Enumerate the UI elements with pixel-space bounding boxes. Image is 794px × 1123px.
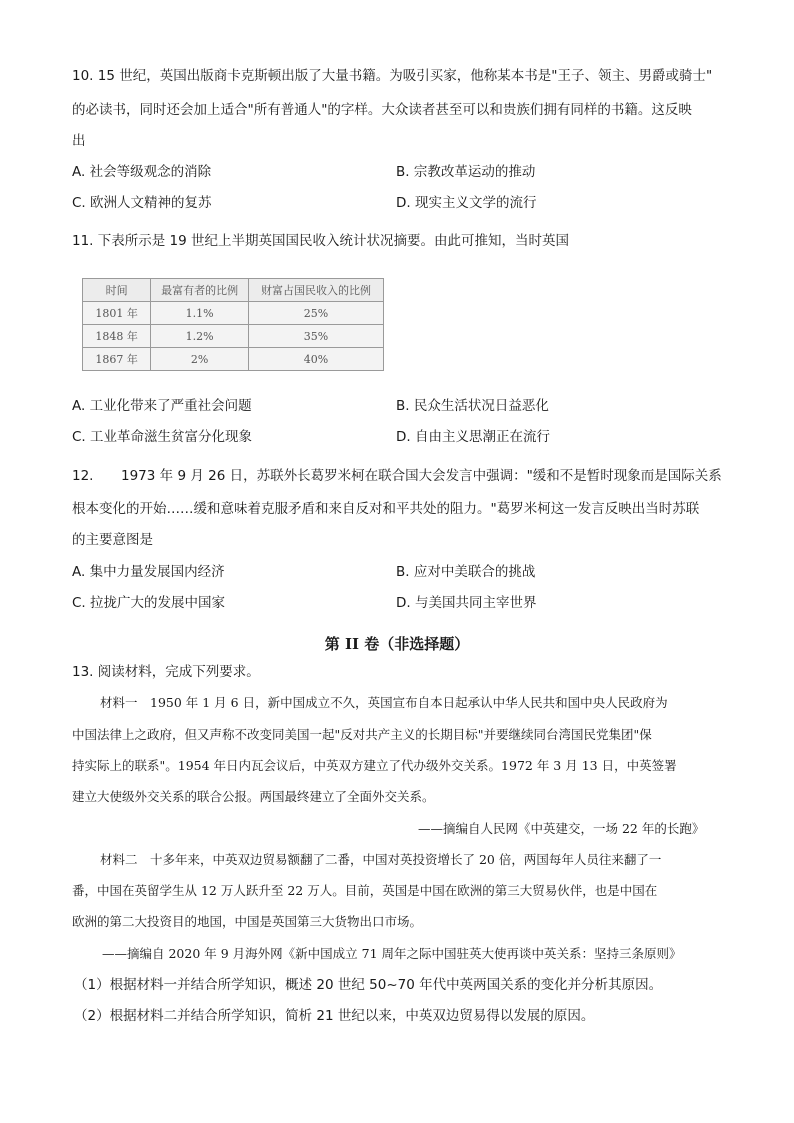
table-cell: 40% [249, 348, 384, 371]
q13-material-1-line-2: 中国法律上之政府，但又声称不改变同美国一起"反对共产主义的长期目标"并要继续同台湾国民党集团"保 [72, 727, 652, 742]
q10-option-d: D. 现实主义文学的流行 [396, 195, 537, 211]
table-cell: 1.2% [151, 325, 249, 348]
q13-material-2-line-2: 番，中国在英留学生从 12 万人跃升至 22 万人。目前，英国是中国在欧洲的第三大贸易伙伴，也是中国在 [72, 883, 658, 898]
q10-stem-line-2: 的必读书，同时还会加上适合"所有普通人"的字样。大众读者甚至可以和贵族们拥有同样的书籍。这反映 [72, 102, 692, 118]
q13-material-1-line-4: 建立大使级外交关系的联合公报。两国最终建立了全面外交关系。 [72, 789, 435, 804]
q11-option-d: D. 自由主义思潮正在流行 [396, 429, 550, 445]
table-cell: 2% [151, 348, 249, 371]
table-row [83, 325, 384, 348]
table-cell: 25% [249, 302, 384, 325]
table-cell: 35% [249, 325, 384, 348]
q13-material-1-line-3: 持实际上的联系"。1954 年日内瓦会议后，中英双方建立了代办级外交关系。1972 年 3 月 13 日，中英签署 [72, 758, 677, 773]
q13-material-1-line-1: 材料一 1950 年 1 月 6 日，新中国成立不久，英国宣布自本日起承认中华人民共和国中央人民政府为 [100, 695, 668, 710]
q13-source-2: ——摘编自 2020 年 9 月海外网《新中国成立 71 周年之际中国驻英大使再谈中英关系：坚持三条原则》 [102, 946, 682, 961]
table-header-cell: 最富有者的比例 [151, 279, 249, 302]
q11-option-b: B. 民众生活状况日益恶化 [396, 398, 549, 414]
q13-material-2-line-3: 欧洲的第二大投资目的地国，中国是英国第三大货物出口市场。 [72, 914, 423, 929]
income-statistics-table [82, 278, 384, 371]
table-cell: 1867 年 [83, 348, 151, 371]
q11-stem: 11. 下表所示是 19 世纪上半期英国国民收入统计状况摘要。由此可推知，当时英国 [72, 233, 570, 249]
table-cell: 1848 年 [83, 325, 151, 348]
q12-number: 12. [72, 468, 94, 484]
q13-source-1: ——摘编自人民网《中英建交，一场 22 年的长跑》 [418, 821, 705, 836]
q10-option-c: C. 欧洲人文精神的复苏 [72, 195, 212, 211]
table-cell: 1.1% [151, 302, 249, 325]
q12-stem-line-3: 的主要意图是 [72, 532, 153, 548]
table-header-row [83, 279, 384, 302]
q11-option-c: C. 工业革命滋生贫富分化现象 [72, 429, 253, 445]
q12-stem-line-1: 1973 年 9 月 26 日，苏联外长葛罗米柯在联合国大会发言中强调："缓和不是暂时现象而是国际关系 [121, 468, 722, 484]
q10-stem-line-1: 10. 15 世纪，英国出版商卡克斯顿出版了大量书籍。为吸引买家，他称某本书是"王子、领主、男爵或骑士" [72, 68, 713, 84]
q12-option-d: D. 与美国共同主宰世界 [396, 595, 537, 611]
q12-option-a: A. 集中力量发展国内经济 [72, 564, 225, 580]
table-header-cell: 财富占国民收入的比例 [249, 279, 384, 302]
q13-stem: 13. 阅读材料，完成下列要求。 [72, 664, 260, 680]
q11-option-a: A. 工业化带来了严重社会问题 [72, 398, 252, 414]
q10-stem-line-3: 出 [72, 133, 86, 149]
q13-requirement-1: （1）根据材料一并结合所学知识，概述 20 世纪 50~70 年代中英两国关系的变化并分析其原因。 [74, 977, 663, 993]
q13-material-2-line-1: 材料二 十多年来，中英双边贸易额翻了二番，中国对英投资增长了 20 倍，两国每年人员往来翻了一 [100, 852, 662, 867]
q10-option-b: B. 宗教改革运动的推动 [396, 164, 536, 180]
section-title: 第 II 卷（非选择题） [324, 635, 470, 653]
table-cell: 1801 年 [83, 302, 151, 325]
q12-stem-line-2: 根本变化的开始……缓和意味着克服矛盾和来自反对和平共处的阻力。"葛罗米柯这一发言反映出当时苏联 [72, 501, 700, 517]
q10-option-a: A. 社会等级观念的消除 [72, 164, 212, 180]
table-header-cell: 时间 [83, 279, 151, 302]
q13-requirement-2: （2）根据材料二并结合所学知识，简析 21 世纪以来，中英双边贸易得以发展的原因。 [74, 1008, 595, 1024]
q12-option-b: B. 应对中美联合的挑战 [396, 564, 536, 580]
table-row [83, 348, 384, 371]
q12-option-c: C. 拉拢广大的发展中国家 [72, 595, 226, 611]
table-row [83, 302, 384, 325]
